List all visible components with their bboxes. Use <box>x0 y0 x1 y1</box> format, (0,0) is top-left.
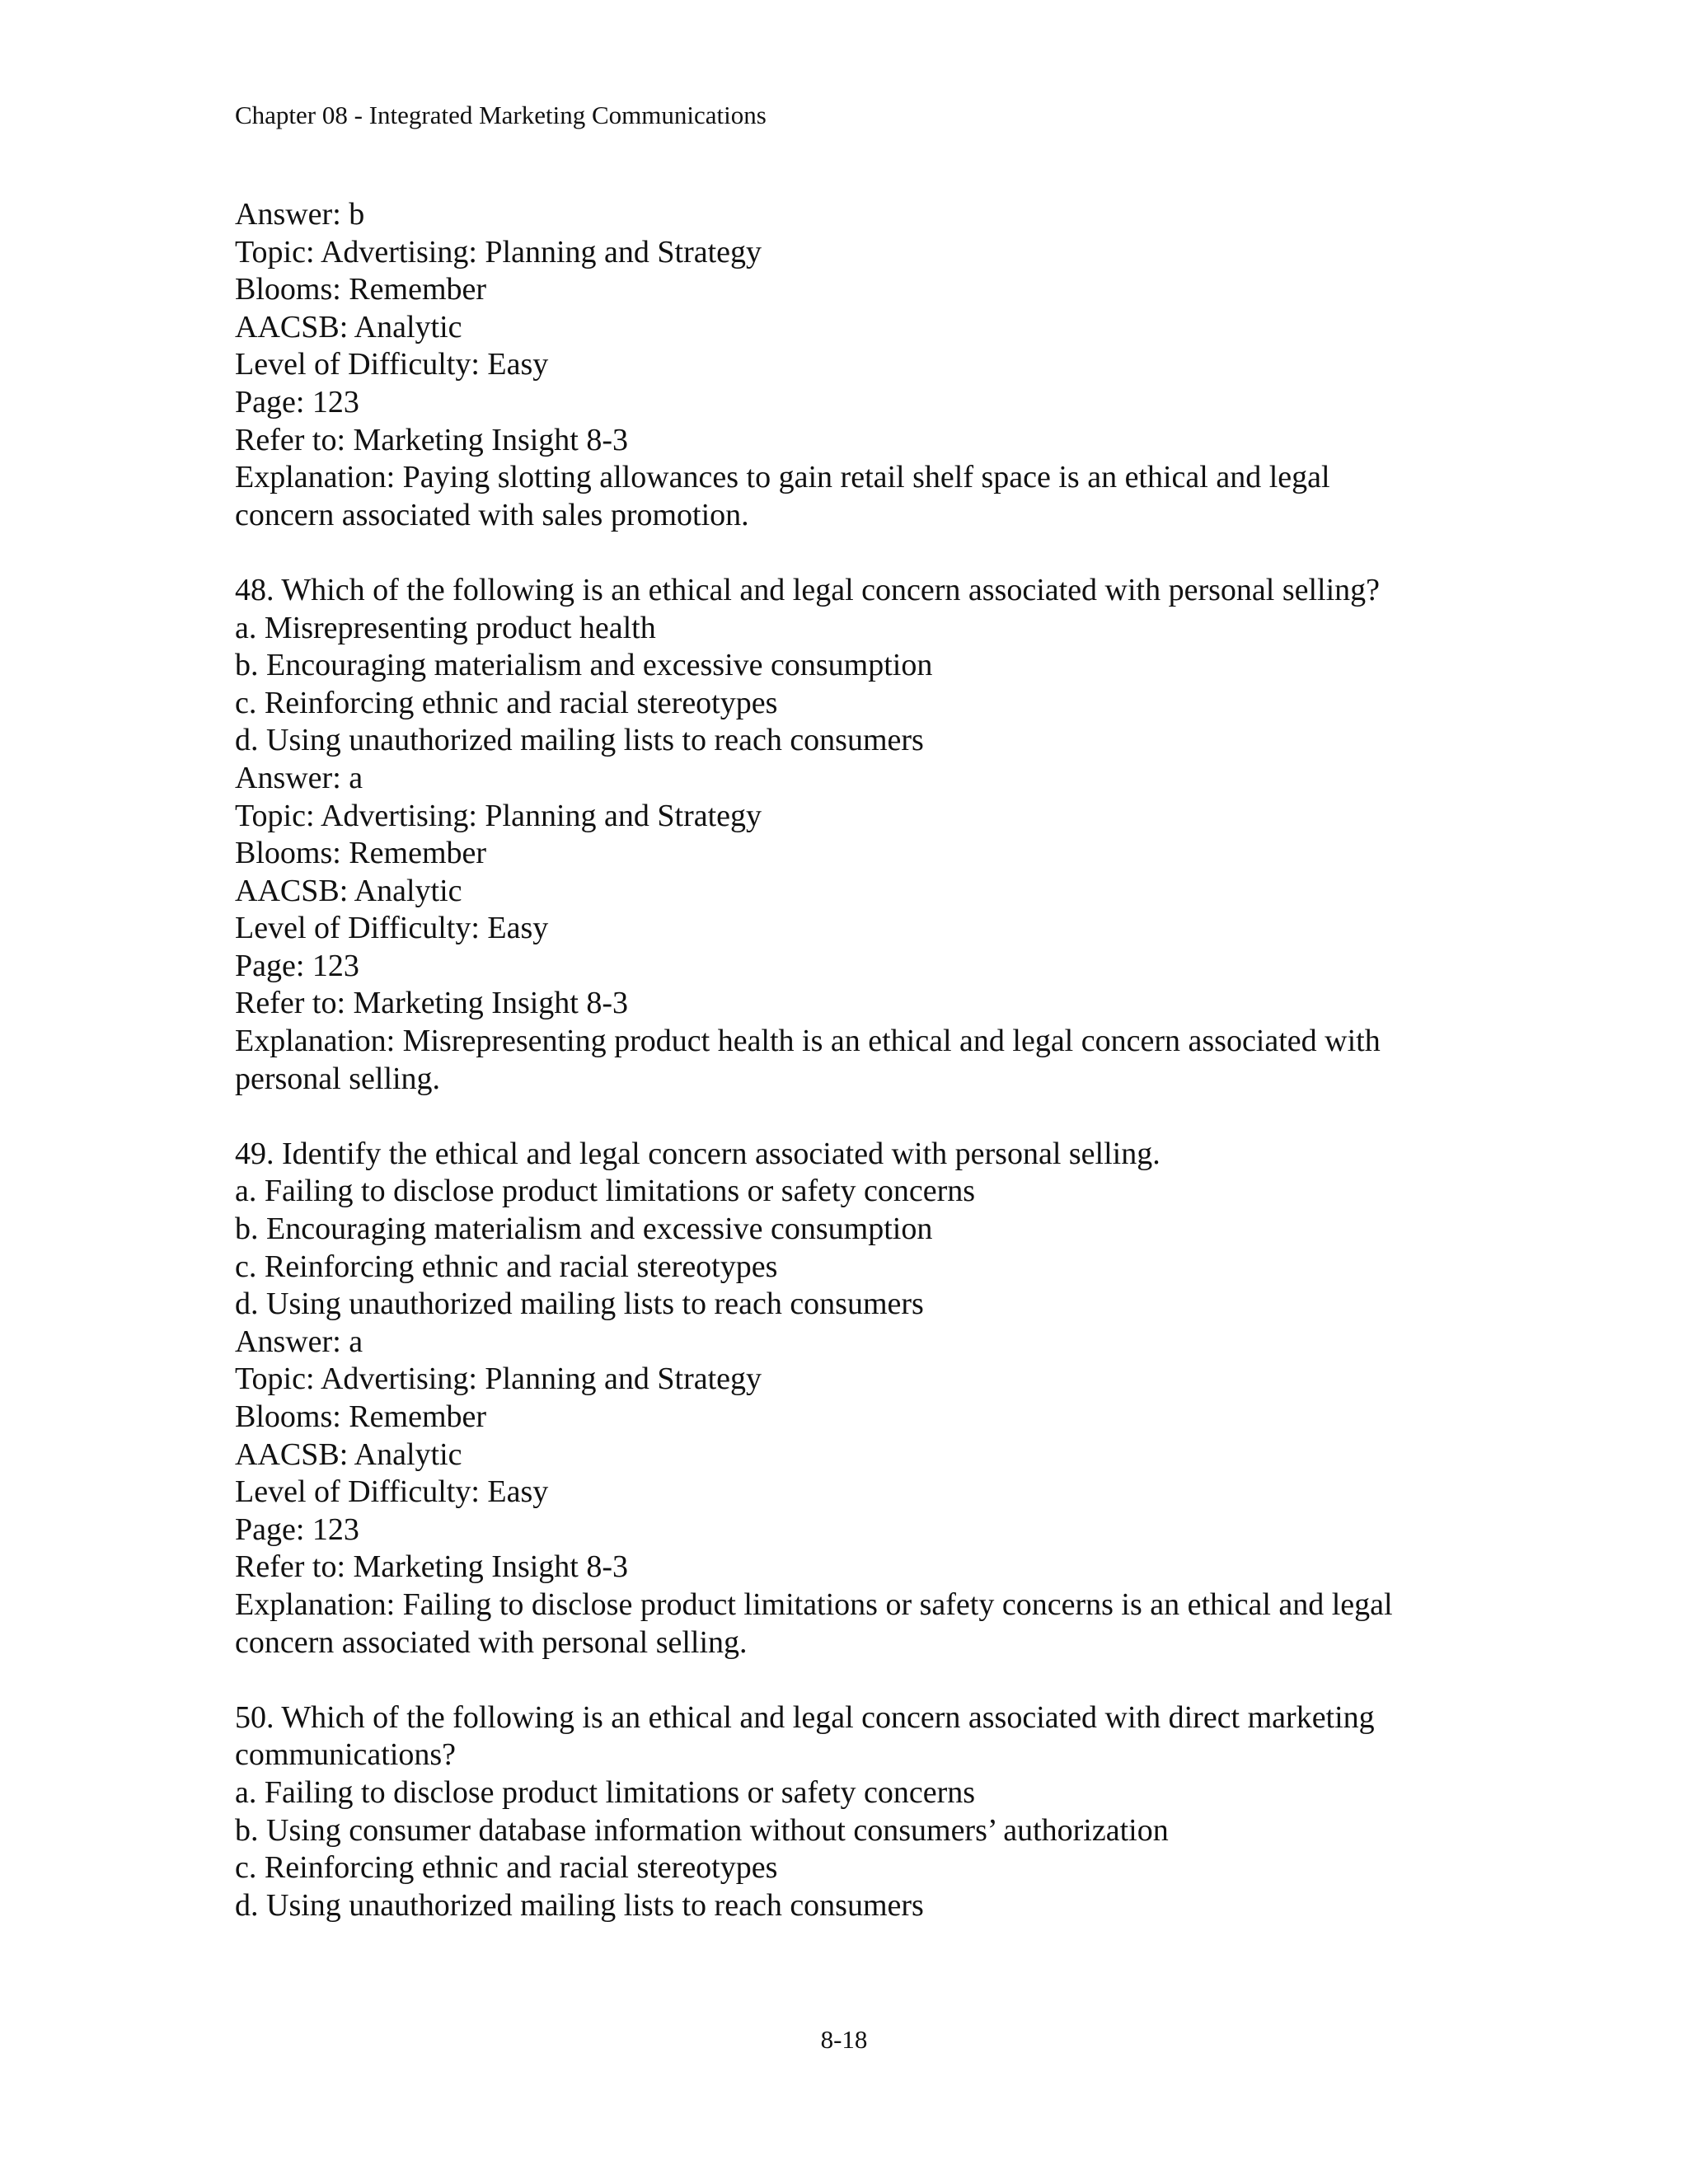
answer-line: Answer: a <box>235 760 363 795</box>
option-b: b. Using consumer database information without consumers’ authorization <box>235 1812 1169 1848</box>
explanation-line: concern associated with personal selling. <box>235 1624 748 1660</box>
question-text: 48. Which of the following is an ethical and legal concern associated with personal selling? <box>235 572 1381 607</box>
document-body <box>235 196 1471 1924</box>
option-c: c. Reinforcing ethnic and racial stereotypes <box>235 1249 778 1284</box>
blooms-line: Blooms: Remember <box>235 272 487 307</box>
answer-line: Answer: a <box>235 1324 363 1359</box>
topic-line: Topic: Advertising: Planning and Strategy <box>235 798 762 833</box>
difficulty-line: Level of Difficulty: Easy <box>235 911 549 946</box>
question-text: communications? <box>235 1737 457 1773</box>
refer-line: Refer to: Marketing Insight 8-3 <box>235 422 629 457</box>
topic-line: Topic: Advertising: Planning and Strategy <box>235 1361 762 1397</box>
page-number: 8-18 <box>820 2025 868 2054</box>
page-line: Page: 123 <box>235 384 359 419</box>
option-d: d. Using unauthorized mailing lists to reach consumers <box>235 723 924 758</box>
aacsb-line: AACSB: Analytic <box>235 873 462 908</box>
explanation-line: personal selling. <box>235 1061 441 1096</box>
option-d: d. Using unauthorized mailing lists to reach consumers <box>235 1887 924 1923</box>
explanation-line: Explanation: Paying slotting allowances to gain retail shelf space is an ethical and legal <box>235 460 1330 495</box>
page-line: Page: 123 <box>235 1511 359 1547</box>
option-b: b. Encouraging materialism and excessive consumption <box>235 1212 933 1247</box>
option-d: d. Using unauthorized mailing lists to reach consumers <box>235 1286 924 1322</box>
difficulty-line: Level of Difficulty: Easy <box>235 347 549 382</box>
blooms-line: Blooms: Remember <box>235 1399 487 1434</box>
explanation-line: Explanation: Misrepresenting product health is an ethical and legal concern associated with <box>235 1024 1381 1059</box>
question-47-details <box>235 196 1471 534</box>
question-text: 50. Which of the following is an ethical and legal concern associated with direct marketing <box>235 1699 1375 1735</box>
topic-line: Topic: Advertising: Planning and Strategy <box>235 234 762 269</box>
blooms-line: Blooms: Remember <box>235 836 487 871</box>
option-a: a. Failing to disclose product limitations or safety concerns <box>235 1774 976 1810</box>
question-text: 49. Identify the ethical and legal concern associated with personal selling. <box>235 1136 1160 1171</box>
chapter-header: Chapter 08 - Integrated Marketing Communications <box>235 101 767 129</box>
option-c: c. Reinforcing ethnic and racial stereotypes <box>235 685 778 720</box>
question-48 <box>235 572 1471 1098</box>
option-b: b. Encouraging materialism and excessive consumption <box>235 648 933 683</box>
answer-line: Answer: b <box>235 197 365 232</box>
aacsb-line: AACSB: Analytic <box>235 1436 462 1472</box>
option-a: a. Failing to disclose product limitations or safety concerns <box>235 1174 976 1209</box>
question-50 <box>235 1699 1471 1925</box>
refer-line: Refer to: Marketing Insight 8-3 <box>235 986 629 1021</box>
refer-line: Refer to: Marketing Insight 8-3 <box>235 1549 629 1585</box>
aacsb-line: AACSB: Analytic <box>235 309 462 344</box>
explanation-line: Explanation: Failing to disclose product limitations or safety concerns is an ethical and legal <box>235 1586 1393 1622</box>
option-c: c. Reinforcing ethnic and racial stereotypes <box>235 1850 778 1886</box>
explanation-line: concern associated with sales promotion. <box>235 497 749 532</box>
option-a: a. Misrepresenting product health <box>235 610 656 645</box>
question-49 <box>235 1136 1471 1661</box>
difficulty-line: Level of Difficulty: Easy <box>235 1474 549 1510</box>
page-line: Page: 123 <box>235 948 359 983</box>
